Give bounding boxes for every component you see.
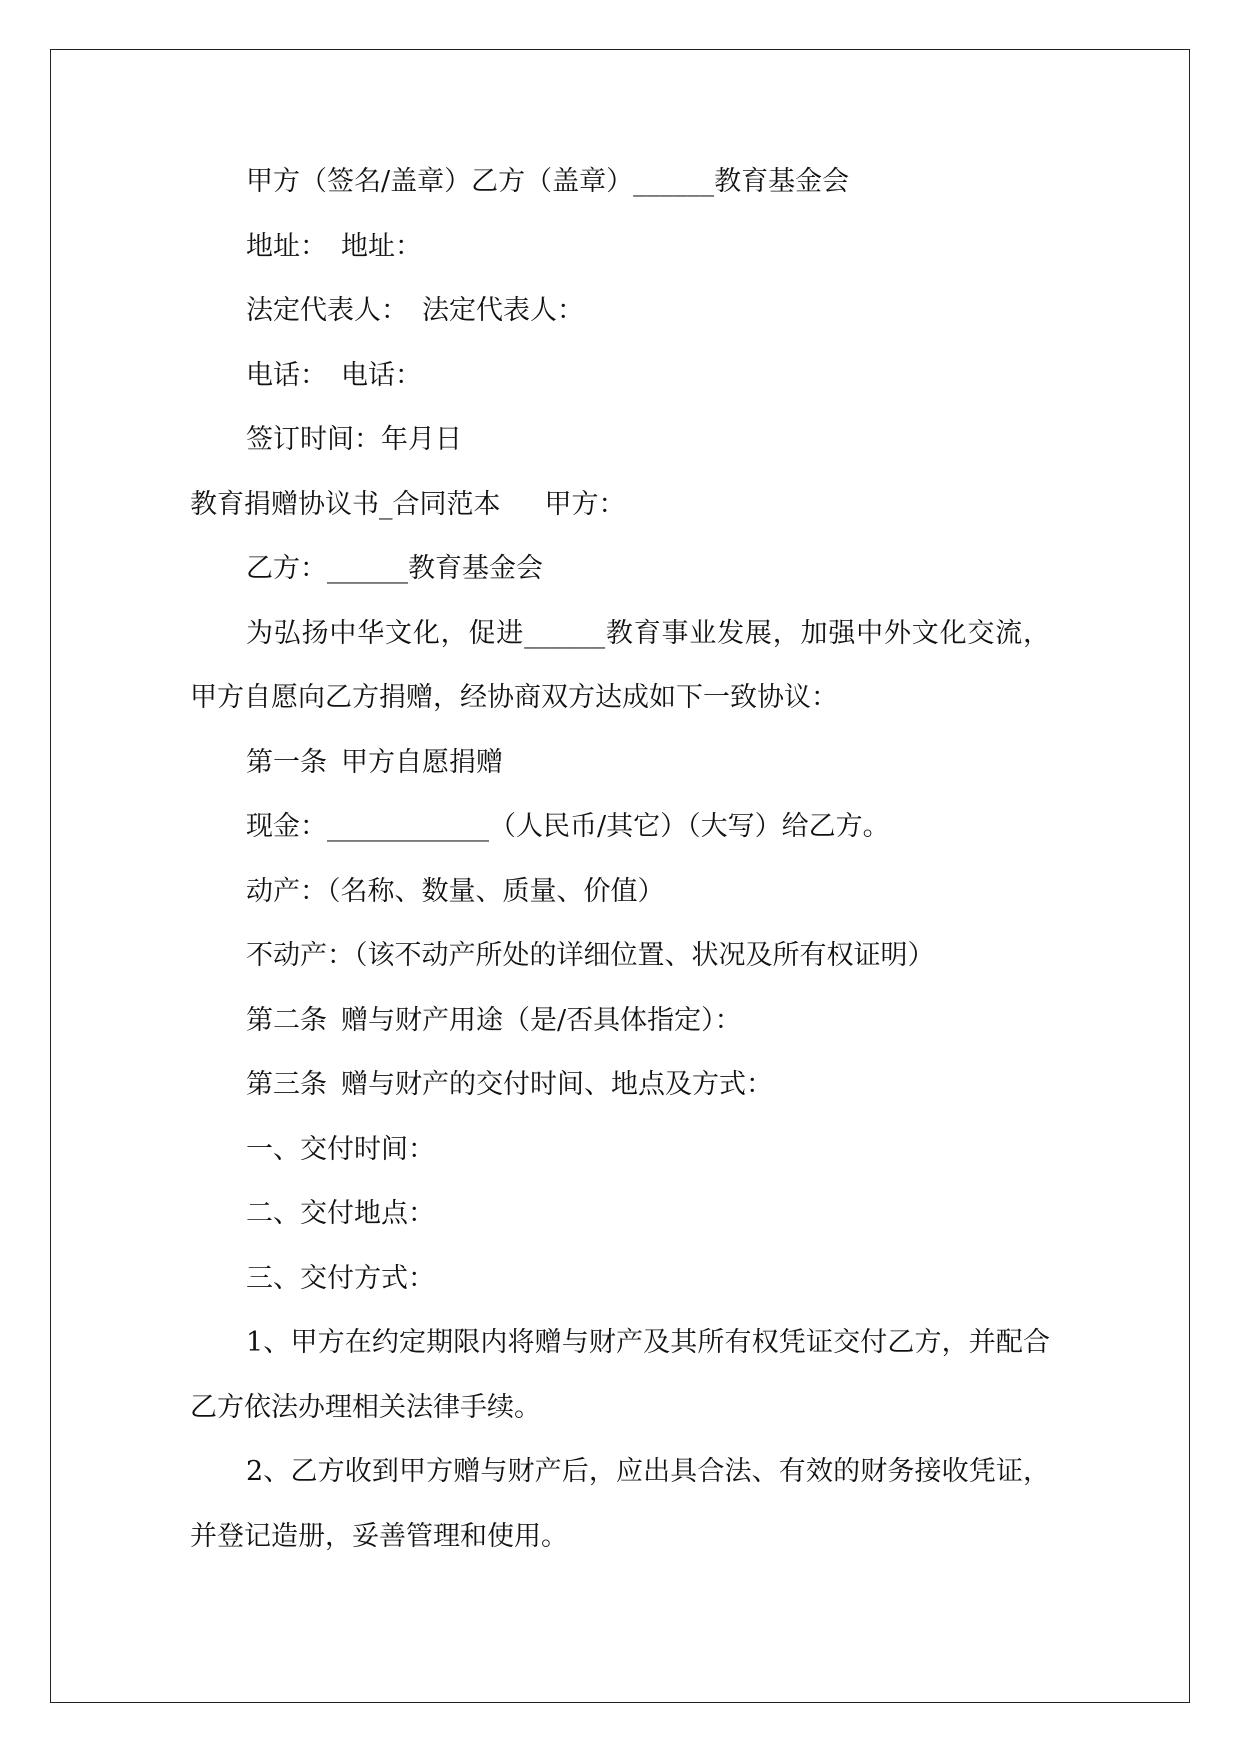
article-3-text: 赠与财产的交付时间、地点及方式： — [341, 1069, 773, 1100]
representative-a-label: 法定代表人： — [246, 295, 408, 326]
clause-2-paragraph: 2、乙方收到甲方赠与财产后，应出具合法、有效的财务接收凭证，并登记造册，妥善管理和使用。 — [190, 1456, 1050, 1552]
representative-b-label: 法定代表人： — [422, 295, 584, 326]
signature-parties-line: 甲方（签名/盖章）乙方（盖章）______教育基金会 — [246, 166, 850, 197]
article-2-text: 赠与财产用途（是/否具体指定）： — [341, 1004, 742, 1036]
clause-1-paragraph: 1、甲方在约定期限内将赠与财产及其所有权凭证交付乙方，并配合乙方依法办理相关法律手续。 — [190, 1327, 1050, 1423]
article-3 — [190, 1053, 1050, 1118]
article-2 — [190, 989, 1050, 1054]
article-3-number: 第三条 — [246, 1069, 327, 1100]
intro-paragraph: 为弘扬中华文化，促进______教育事业发展，加强中外文化交流，甲方自愿向乙方捐赠，经协商双方达成如下一致协议： — [190, 617, 1050, 713]
signing-date-line: 签订时间：年月日 — [246, 424, 462, 455]
document-body — [190, 150, 1050, 1569]
article-1 — [190, 731, 1050, 796]
address-line — [190, 215, 1050, 280]
party-a-label: 甲方： — [544, 488, 626, 520]
movable-property-line: 动产：（名称、数量、质量、价值） — [246, 875, 665, 907]
delivery-time-item: 一、交付时间： — [246, 1133, 435, 1165]
title-line — [190, 473, 1050, 538]
party-b-line: 乙方：______教育基金会 — [246, 553, 543, 584]
article-1-text: 甲方自愿捐赠 — [341, 746, 503, 778]
document-title: 教育捐赠协议书_合同范本 — [190, 488, 501, 520]
article-2-number: 第二条 — [246, 1004, 327, 1036]
phone-b-label: 电话： — [341, 359, 422, 391]
delivery-method-item: 三、交付方式： — [246, 1262, 435, 1294]
phone-line — [190, 344, 1050, 409]
representative-line — [190, 279, 1050, 344]
address-b-label: 地址： — [341, 230, 422, 262]
article-1-number: 第一条 — [246, 746, 327, 778]
phone-a-label: 电话： — [246, 359, 327, 391]
delivery-place-item: 二、交付地点： — [246, 1198, 435, 1229]
cash-line: 现金：____________（人民币/其它）（大写）给乙方。 — [246, 811, 890, 842]
immovable-property-line: 不动产：（该不动产所处的详细位置、状况及所有权证明） — [246, 940, 935, 971]
address-a-label: 地址： — [246, 230, 327, 262]
